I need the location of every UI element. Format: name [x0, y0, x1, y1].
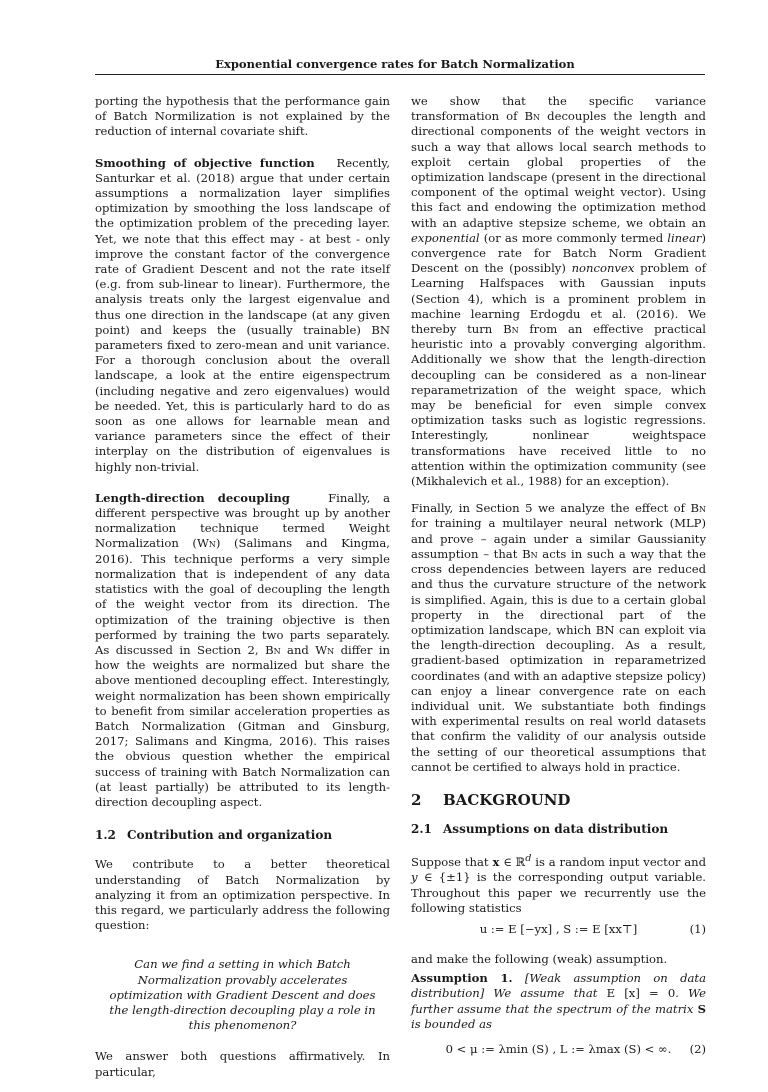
bn-abbrev: Bn: [265, 642, 281, 657]
section-number: 2: [411, 790, 422, 809]
s5-text-c: acts in such a way that the cross dependencies between layers are reduced and thus the curvature structure of the network is simplified. Again, this is due to a certain global property in the directional part of the optimization landscape, which BN can exploit via the length-direction decoupling. As a result, gradient-based optimization in reparametrized coordinates (and with an adaptive stepsize policy) can enjoy a linear convergence rate on each individual unit. We substantiate both findings with experimental results on real world datasets that confirm the validity of our analysis outside the setting of our theoretical assumptions that cannot be certified to always hold in practice.: [411, 546, 706, 774]
math-S: S: [697, 1001, 706, 1016]
subsection-heading-1-2: [95, 828, 390, 843]
section-title: BACKGROUND: [443, 790, 571, 809]
s5-text-a: Finally, in Section 5 we analyze the effect of: [411, 501, 691, 516]
assumption-text-b: . We further assume that the spectrum of the matrix: [411, 986, 706, 1016]
ld-text-3: differ in how the weights are normalized but share the above mentioned decoupling effect. Interestingly, weight normalization has been shown empirically to benefit from similar acceleration properties as Batch Normalization (Gitman and Ginsburg, 2017; Salimans and Kingma, 2016). This raises the obvious question whether the empirical success of training with Batch Normalization can (at least partially) be attributed to its length-direction decoupling aspect.: [95, 642, 390, 809]
show-text-e: problem of Learning Halfspaces with Gaussian inputs (Section 4), which is a prominent problem in machine learning Erdogdu et al. (2016). We thereby turn: [411, 261, 706, 337]
paragraph-section5: [411, 501, 706, 775]
ld-text-1: Finally, a different perspective was brought up by another normalization technique termed Weight Normalization (: [95, 490, 390, 551]
equation-2-number: (2): [689, 1042, 706, 1057]
subsection-title: Contribution and organization: [127, 828, 333, 843]
show-text-a: we show that the specific variance transformation of: [411, 94, 706, 124]
left-column: [95, 94, 390, 1092]
equation-2-body: 0 < μ := λmin (S) , L := λmax (S) < ∞.: [445, 1042, 672, 1057]
bn-abbrev: Bn: [522, 546, 538, 561]
subsection-title: Assumptions on data distribution: [443, 822, 669, 837]
equation-1: [411, 922, 706, 944]
research-question: Can we find a setting in which Batch Normalization provably accelerates optimization with Gradient Descent and does the length-direction decoupling play a role in this phenomenon?: [109, 957, 376, 1033]
s5-text-b: for training a multilayer neural network (MLP) and prove – again under a similar Gaussianity assumption – that: [411, 516, 706, 561]
assumption-heading: Assumption 1.: [411, 971, 513, 986]
paragraph-answer: We answer both questions affirmatively. In particular,: [95, 1049, 390, 1079]
emph-exponential: exponential: [411, 230, 480, 245]
math-y: y: [411, 870, 418, 885]
math-x: x: [492, 855, 500, 870]
header-rule: [95, 74, 705, 75]
show-text-c: (or as more commonly termed: [479, 230, 668, 245]
paragraph-suppose: [411, 851, 706, 916]
section-heading-2: [411, 790, 706, 809]
assumption-text-a: [Weak assumption on data distribution] We assume that: [411, 971, 707, 1001]
show-text-b: decouples the length and directional components of the weight vectors in such a way that allows local search methods to exploit certain global properties of the optimization landscape (present in the directional component of the optimal weight vector). Using this fact and endowing the optimization method with an adaptive stepsize scheme, we obtain an: [411, 109, 706, 230]
bn-abbrev: Bn: [503, 322, 519, 337]
show-text-f: from an effective practical heuristic into a provably converging algorithm. Additionally we show that the length-direction decoupling can be considered as a non-linear reparametrization of the weight space, which may be beneficial for even simple convex optimization tasks such as logistic regressions. Interestingly, nonlinear weightspace transformations have received little to no attention within the optimization community (see (Mikhalevich et al., 1988) for an exception).: [411, 322, 706, 489]
right-column: [411, 94, 706, 1072]
assumption-text-c: is bounded as: [411, 1016, 492, 1031]
suppose-text-c: is a random input vector and: [531, 855, 706, 870]
math-d: d: [525, 853, 532, 865]
suppose-text-a: Suppose that: [411, 855, 493, 870]
equation-2: [411, 1042, 706, 1064]
paragraph-make: and make the following (weak) assumption.: [411, 952, 668, 967]
subsection-number: 1.2: [95, 828, 116, 843]
ld-text-2: ) (Salimans and Kingma, 2016). This technique performs a very simple normalization that is independent of any data statistics with the goal of decoupling the length of the weight vector from its direction. The optimization of the training objective is then performed by training the two parts separately. As discussed in Section 2,: [95, 536, 390, 657]
suppose-text-b: ∈ ℝ: [499, 855, 526, 870]
emph-linear: linear: [667, 230, 702, 245]
bn-abbrev: Bn: [690, 501, 706, 516]
running-head: Exponential convergence rates for Batch Normalization: [215, 57, 575, 71]
suppose-text-e: ∈ {±1} is the corresponding output variable. Throughout this paper we recurrently use the following statistics: [411, 870, 706, 915]
wn-abbrev: Wn: [315, 642, 335, 657]
emph-nonconvex: nonconvex: [571, 261, 635, 276]
assumption-math-ex: E [x] = 0: [606, 986, 676, 1001]
paragraph-show: [411, 94, 706, 489]
paragraph-heading-smoothing: Smoothing of objective function: [95, 155, 315, 170]
subsection-number: 2.1: [411, 822, 432, 837]
paragraph-intro: porting the hypothesis that the performance gain of Batch Normilization is not explained by the reduction of internal covariate shift.: [95, 94, 390, 139]
bn-abbrev: Bn: [524, 109, 541, 124]
paragraph-heading-length-direction: Length-direction decoupling: [95, 490, 290, 505]
ld-and: and: [280, 642, 316, 657]
subsection-heading-2-1: [411, 822, 706, 837]
paragraph-contribution: We contribute to a better theoretical understanding of Batch Normalization by analyzing it from an optimization perspective. In this regard, we particularly address the following question:: [95, 857, 390, 933]
paragraph-length-direction: [95, 491, 390, 810]
paragraph-smoothing: [95, 156, 390, 475]
equation-1-body: u := E [−yx] , S := E [xx⊤]: [479, 922, 638, 937]
equation-1-number: (1): [689, 922, 706, 937]
show-text-d: ) convergence rate for Batch Norm Gradient Descent on the (possibly): [411, 230, 706, 276]
smoothing-text: Recently, Santurkar et al. (2018) argue that under certain assumptions a normalization layer simplifies optimization by smoothing the loss landscape of the optimization problem of the preceding layer. Yet, we note that this effect may - at best - only improve the constant factor of the convergence rate of Gradient Descent and not the rate itself (e.g. from sub-linear to linear). Furthermore, the analysis treats only the largest eigenvalue and thus one direction in the landscape (at any given point) and keeps the (usually trainable) BN parameters fixed to zero-mean and unit variance. For a thorough conclusion about the overall landscape, a look at the entire eigenspectrum (including negative and zero eigenvalues) would be needed. Yet, this is particularly hard to do as soon as one allows for learnable mean and variance parameters since the effect of their interplay on the distribution of eigenvalues is highly non-trivial.: [95, 155, 390, 474]
wn-abbrev: Wn: [196, 536, 216, 551]
assumption-1: [411, 971, 706, 1032]
